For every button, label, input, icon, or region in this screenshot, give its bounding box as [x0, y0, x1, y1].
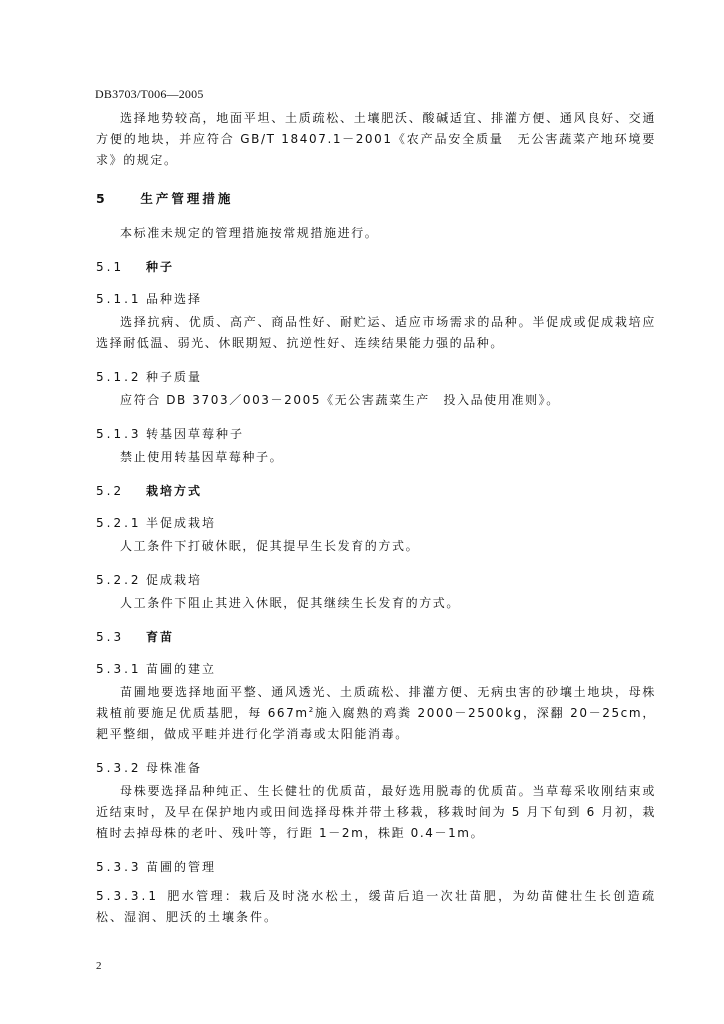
heading-title: 苗圃的管理 — [146, 860, 217, 874]
clause-number: 5.3.3.1 — [96, 889, 159, 903]
heading-title: 品种选择 — [146, 292, 203, 306]
seed-quality-paragraph: 应符合 DB 3703／003－2005《无公害蔬菜生产 投入品使用准则》。 — [120, 393, 560, 407]
semi-forcing-paragraph: 人工条件下打破休眠，促其提早生长发育的方式。 — [120, 539, 420, 553]
standard-code-header: DB3703/T006—2005 — [95, 87, 204, 101]
heading-number: 5.2.1 — [96, 516, 142, 530]
heading-number: 5.1.1 — [96, 292, 142, 306]
heading-title: 种子质量 — [146, 370, 203, 384]
heading-5-2-2 — [96, 571, 656, 589]
heading-number: 5.3 — [96, 630, 125, 644]
heading-5-3-1 — [96, 660, 656, 678]
heading-5-3-2 — [96, 759, 656, 777]
gmo-seed-paragraph: 禁止使用转基因草莓种子。 — [120, 450, 284, 464]
section-5-paragraph: 本标准未规定的管理措施按常规措施进行。 — [120, 226, 379, 240]
heading-number: 5.2.2 — [96, 573, 142, 587]
squared-superscript: 2 — [308, 706, 315, 714]
page-number: 2 — [96, 960, 102, 972]
heading-title: 育苗 — [146, 630, 175, 644]
heading-title: 苗圃的建立 — [146, 662, 217, 676]
heading-5-2 — [96, 482, 656, 500]
heading-number: 5.1.2 — [96, 370, 142, 384]
heading-title: 转基因草莓种子 — [146, 427, 245, 441]
clause-text: 肥水管理：栽后及时浇水松土，缓苗后追一次壮苗肥，为幼苗健壮生长创造疏松、湿润、肥沃的土壤条件。 — [96, 889, 656, 924]
heading-title: 母株准备 — [146, 761, 203, 775]
forcing-paragraph: 人工条件下阻止其进入休眠，促其继续生长发育的方式。 — [120, 596, 461, 610]
heading-number: 5.3.3 — [96, 860, 142, 874]
mother-plant-paragraph: 母株要选择品种纯正、生长健壮的优质苗，最好选用脱毒的优质苗。当草莓采收刚结束或近结束时，及早在保护地内或田间选择母株并带土移栽，移栽时间为 5 月下旬到 6 月初，栽植时去掉母株的老叶、残叶等，行距 1－2m，株距 0.4－1m。 — [96, 784, 656, 840]
heading-5-1-2 — [96, 368, 656, 386]
heading-5-1-1 — [96, 290, 656, 308]
clause-5-3-3-1 — [96, 886, 656, 928]
heading-number: 5.3.2 — [96, 761, 142, 775]
heading-number: 5.2 — [96, 484, 125, 498]
heading-5-3-3 — [96, 858, 656, 876]
heading-number: 5.1.3 — [96, 427, 142, 441]
variety-selection-paragraph: 选择抗病、优质、高产、商品性好、耐贮运、适应市场需求的品种。半促成或促成栽培应选择耐低温、弱光、休眠期短、抗逆性好、连续结果能力强的品种。 — [96, 315, 656, 350]
heading-title: 促成栽培 — [146, 573, 203, 587]
document-body — [96, 108, 656, 932]
heading-5-1-3 — [96, 425, 656, 443]
nursery-text-part-2: 施入腐熟的鸡粪 2000－2500kg，深翻 20－25cm，耙平整细，做成平畦并进行化学消毒或太阳能消毒。 — [96, 706, 656, 741]
heading-title: 栽培方式 — [146, 484, 203, 498]
heading-5-3 — [96, 628, 656, 646]
heading-5-2-1 — [96, 514, 656, 532]
nursery-text-part-1: 苗圃地要选择地面平整、通风透光、土质疏松、排灌方便、无病虫害的砂壤土地块，母株栽植前要施足优质基肥，每 667m — [96, 685, 656, 720]
heading-title: 半促成栽培 — [146, 516, 217, 530]
site-selection-paragraph: 选择地势较高，地面平坦、土质疏松、土壤肥沃、酸碱适宜、排灌方便、通风良好、交通方便的地块，并应符合 GB/T 18407.1－2001《农产品安全质量 无公害蔬菜产地环境要求》的规定。 — [96, 111, 656, 167]
heading-number: 5.1 — [96, 260, 125, 274]
heading-5-1 — [96, 258, 656, 276]
heading-title: 种子 — [146, 260, 175, 274]
section-5-heading — [96, 189, 656, 207]
heading-number: 5.3.1 — [96, 662, 142, 676]
nursery-establishment-paragraph — [96, 682, 656, 745]
section-number: 5 — [96, 191, 108, 206]
section-title: 生产管理措施 — [140, 191, 234, 206]
